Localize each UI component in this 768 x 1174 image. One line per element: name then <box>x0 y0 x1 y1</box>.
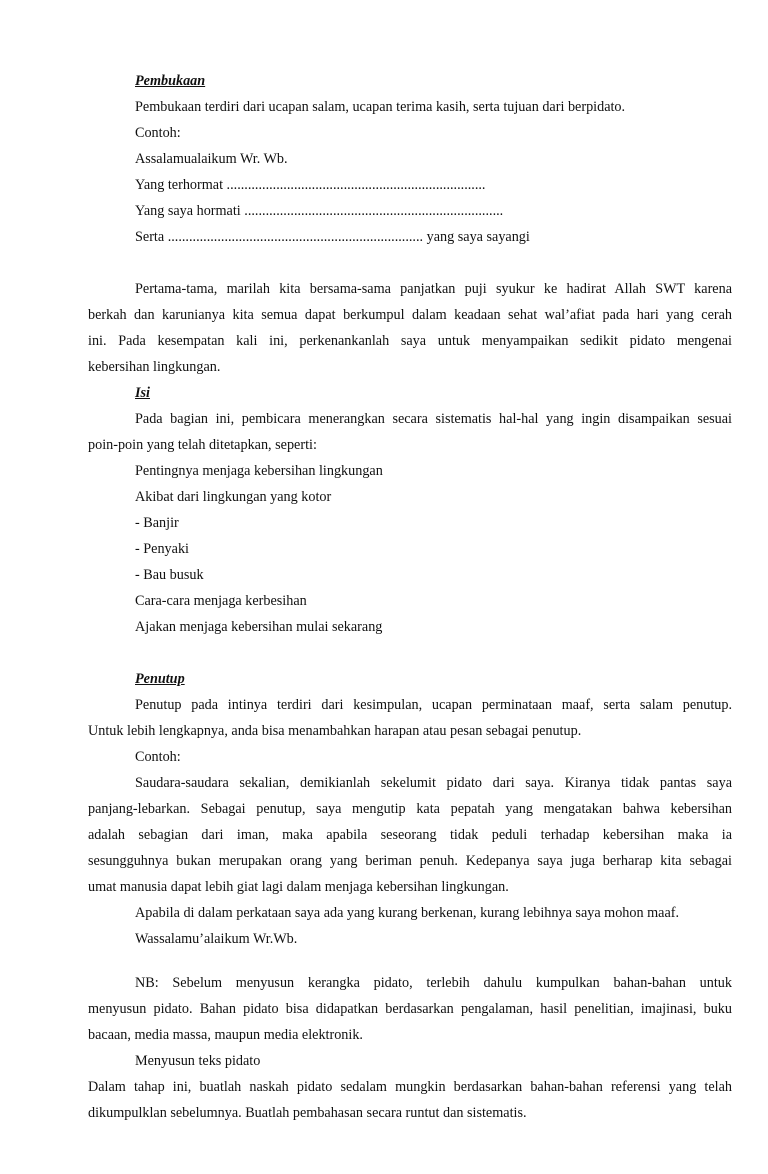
penutup-example-line: panjang-lebarkan. Sebagai penutup, saya mengutip kata pepatah yang mengatakan bahwa kebersihan <box>88 801 732 817</box>
nb-line: bacaan, media massa, maupun media elektronik. <box>88 1027 363 1043</box>
nb-line: menyusun pidato. Bahan pidato bisa didapatkan berdasarkan pengalaman, hasil penelitian, imajinasi, buku <box>88 1001 732 1017</box>
yang-terhormat-line: Yang terhormat ......................................................................... <box>135 177 486 193</box>
list-item: Pentingnya menjaga kebersihan lingkungan <box>135 463 383 479</box>
list-item: - Penyaki <box>135 541 189 557</box>
penutup-example-line: adalah sebagian dari iman, maka apabila seseorang tidak peduli terhadap kebersihan maka ia <box>88 827 732 843</box>
list-item: - Banjir <box>135 515 179 531</box>
paragraph-line: ini. Pada kesempatan kali ini, perkenankanlah saya untuk menyampaikan sedikit pidato mengenai <box>88 333 732 349</box>
list-item: Akibat dari lingkungan yang kotor <box>135 489 332 505</box>
nb-line: NB: Sebelum menyusun kerangka pidato, terlebih dahulu kumpulkan bahan-bahan untuk <box>135 975 732 991</box>
heading-penutup: Penutup <box>135 671 185 687</box>
heading-isi: Isi <box>135 385 150 401</box>
list-item: Cara-cara menjaga kerbesihan <box>135 593 307 609</box>
penutup-example-line: sesungguhnya bukan merupakan orang yang beriman penuh. Kedepanya saya juga berharap kita sebagai <box>88 853 732 869</box>
penutup-intro-line: Untuk lebih lengkapnya, anda bisa menambahkan harapan atau pesan sebagai penutup. <box>88 723 582 739</box>
menyusun-heading: Menyusun teks pidato <box>135 1053 261 1069</box>
menyusun-line: Dalam tahap ini, buatlah naskah pidato sedalam mungkin berdasarkan bahan-bahan referensi yang telah <box>88 1079 732 1095</box>
pembukaan-contoh-label: Contoh: <box>135 125 181 141</box>
list-item: - Bau busuk <box>135 567 204 583</box>
opening-salam: Assalamualaikum Wr. Wb. <box>135 151 288 167</box>
penutup-example-line: umat manusia dapat lebih giat lagi dalam menjaga kebersihan lingkungan. <box>88 879 509 895</box>
isi-intro-line: poin-poin yang telah ditetapkan, seperti: <box>88 437 317 453</box>
heading-pembukaan: Pembukaan <box>135 73 206 89</box>
paragraph-line: berkah dan karunianya kita semua dapat berkumpul dalam keadaan sehat wal’afiat pada hari yang cerah <box>88 307 732 323</box>
penutup-contoh-label: Contoh: <box>135 749 181 765</box>
penutup-example-line: Saudara-saudara sekalian, demikianlah sekelumit pidato dari saya. Kiranya tidak pantas saya <box>135 775 732 791</box>
menyusun-line: dikumpulklan sebelumnya. Buatlah pembahasan secara runtut dan sistematis. <box>88 1105 527 1121</box>
list-item: Ajakan menjaga kebersihan mulai sekarang <box>135 619 383 635</box>
serta-line: Serta ........................................................................ yang saya sayangi <box>135 229 530 245</box>
closing-salam: Wassalamu’alaikum Wr.Wb. <box>135 931 298 947</box>
paragraph-line: Pertama-tama, marilah kita bersama-sama panjatkan puji syukur ke hadirat Allah SWT karena <box>135 281 732 297</box>
penutup-intro-line: Penutup pada intinya terdiri dari kesimpulan, ucapan perminataan maaf, serta salam penutup. <box>135 697 732 713</box>
penutup-apology: Apabila di dalam perkataan saya ada yang kurang berkenan, kurang lebihnya saya mohon maaf. <box>135 905 680 921</box>
yang-saya-hormati-line: Yang saya hormati ......................................................................... <box>135 203 504 219</box>
isi-intro-line: Pada bagian ini, pembicara menerangkan secara sistematis hal-hal yang ingin disampaikan sesuai <box>135 411 732 427</box>
paragraph-line: kebersihan lingkungan. <box>88 359 221 375</box>
pembukaan-intro: Pembukaan terdiri dari ucapan salam, ucapan terima kasih, serta tujuan dari berpidato. <box>135 99 626 115</box>
